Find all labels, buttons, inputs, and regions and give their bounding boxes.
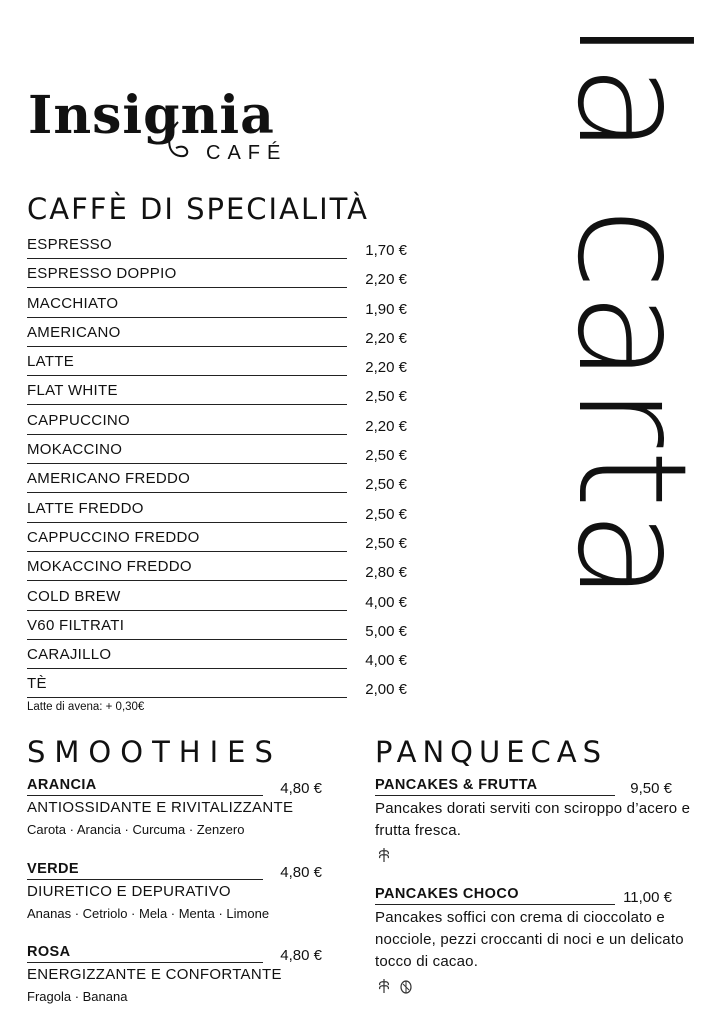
la-carta-text: la carta	[544, 20, 718, 605]
coffee-item-price: 2,20 €	[365, 329, 407, 347]
coffee-item	[27, 295, 407, 324]
coffee-item-name: LATTE	[27, 353, 347, 376]
coffee-item-name: AMERICANO	[27, 324, 347, 347]
logo-wordmark: Insignia	[28, 85, 275, 146]
oat-milk-note: Latte di avena: + 0,30€	[27, 701, 145, 713]
la-carta-title	[544, 20, 718, 700]
coffee-item	[27, 529, 407, 558]
coffee-item-name: ESPRESSO DOPPIO	[27, 265, 347, 288]
coffee-item-name: AMERICANO FREDDO	[27, 470, 347, 493]
coffee-item	[27, 588, 407, 617]
coffee-item-price: 2,50 €	[365, 505, 407, 523]
coffee-item	[27, 353, 407, 382]
smoothie-item	[27, 943, 327, 1009]
smoothie-price: 4,80 €	[280, 947, 322, 964]
coffee-item-price: 2,50 €	[365, 534, 407, 552]
coffee-item-name: FLAT WHITE	[27, 382, 347, 405]
smoothie-ingredients: Ananas · Cetriolo · Mela · Menta · Limone	[27, 906, 270, 921]
coffee-item-price: 2,50 €	[365, 388, 407, 406]
coffee-item-name: MACCHIATO	[27, 295, 347, 318]
coffee-item	[27, 470, 407, 499]
coffee-item	[27, 236, 407, 265]
coffee-item	[27, 646, 407, 675]
pancake-item	[375, 776, 705, 864]
coffee-item-price: 4,00 €	[365, 593, 407, 611]
pancake-name: PANCAKES CHOCO	[375, 885, 615, 905]
smoothie-ingredients: Carota · Arancia · Curcuma · Zenzero	[27, 822, 245, 837]
coffee-item-price: 5,00 €	[365, 622, 407, 640]
pancake-description: Pancakes soffici con crema di cioccolato e nocciole, pezzi croccanti di noci e un delicato tocco di cacao.	[375, 909, 684, 970]
coffee-item	[27, 617, 407, 646]
pancake-description: Pancakes dorati serviti con sciroppo d’acero e frutta fresca.	[375, 800, 691, 839]
smoothie-item	[27, 860, 327, 926]
smoothie-name: VERDE	[27, 860, 263, 880]
nuts-icon	[397, 977, 415, 995]
panquecas-section-title: PANQUECAS	[375, 735, 608, 769]
coffee-item	[27, 265, 407, 294]
pancake-name: PANCAKES & FRUTTA	[375, 776, 615, 796]
pancake-item	[375, 885, 705, 1000]
smoothie-subtitle: DIURETICO E DEPURATIVO	[27, 883, 231, 900]
coffee-item-name: MOKACCINO	[27, 441, 347, 464]
coffee-item	[27, 441, 407, 470]
coffee-item-name: CAPPUCCINO	[27, 412, 347, 435]
smoothies-section-title: SMOOTHIES	[27, 735, 282, 769]
pancake-price: 9,50 €	[630, 780, 672, 797]
smoothie-subtitle: ANTIOSSIDANTE E RIVITALIZZANTE	[27, 799, 294, 816]
smoothie-price: 4,80 €	[280, 864, 322, 881]
smoothie-ingredients: Fragola · Banana	[27, 989, 128, 1004]
coffee-item-name: ESPRESSO	[27, 236, 347, 259]
coffee-item-name: CARAJILLO	[27, 646, 347, 669]
smoothie-name: ROSA	[27, 943, 263, 963]
smoothie-subtitle: ENERGIZZANTE E CONFORTANTE	[27, 966, 282, 983]
coffee-item	[27, 382, 407, 411]
coffee-item-name: TÈ	[27, 675, 347, 698]
coffee-item-price: 2,20 €	[365, 359, 407, 377]
coffee-item-price: 2,80 €	[365, 564, 407, 582]
coffee-item-price: 2,20 €	[365, 417, 407, 435]
coffee-item	[27, 558, 407, 587]
coffee-item-name: V60 FILTRATI	[27, 617, 347, 640]
coffee-item-price: 2,00 €	[365, 681, 407, 699]
allergen-icons	[375, 977, 705, 1000]
coffee-item-price: 2,50 €	[365, 476, 407, 494]
coffee-item-price: 2,50 €	[365, 447, 407, 465]
smoothie-item	[27, 776, 327, 842]
coffee-list	[27, 236, 407, 705]
smoothie-name: ARANCIA	[27, 776, 263, 796]
coffee-item	[27, 500, 407, 529]
smoothie-price: 4,80 €	[280, 780, 322, 797]
coffee-item-name: LATTE FREDDO	[27, 500, 347, 523]
coffee-item-name: COLD BREW	[27, 588, 347, 611]
pancake-price: 11,00 €	[623, 889, 672, 906]
coffee-item-price: 1,90 €	[365, 300, 407, 318]
logo-subtitle: CAFÉ	[206, 142, 288, 164]
coffee-item-name: CAPPUCCINO FREDDO	[27, 529, 347, 552]
coffee-item	[27, 412, 407, 441]
gluten-icon	[375, 977, 393, 995]
coffee-item-name: MOKACCINO FREDDO	[27, 558, 347, 581]
coffee-section-title: CAFFÈ DI SPECIALITÀ	[27, 192, 369, 226]
logo-swirl-icon	[158, 114, 198, 164]
coffee-item-price: 2,20 €	[365, 271, 407, 289]
cafe-logo	[28, 84, 318, 174]
coffee-item-price: 4,00 €	[365, 652, 407, 670]
gluten-icon	[375, 846, 393, 864]
coffee-item-price: 1,70 €	[365, 242, 407, 259]
coffee-item	[27, 324, 407, 353]
